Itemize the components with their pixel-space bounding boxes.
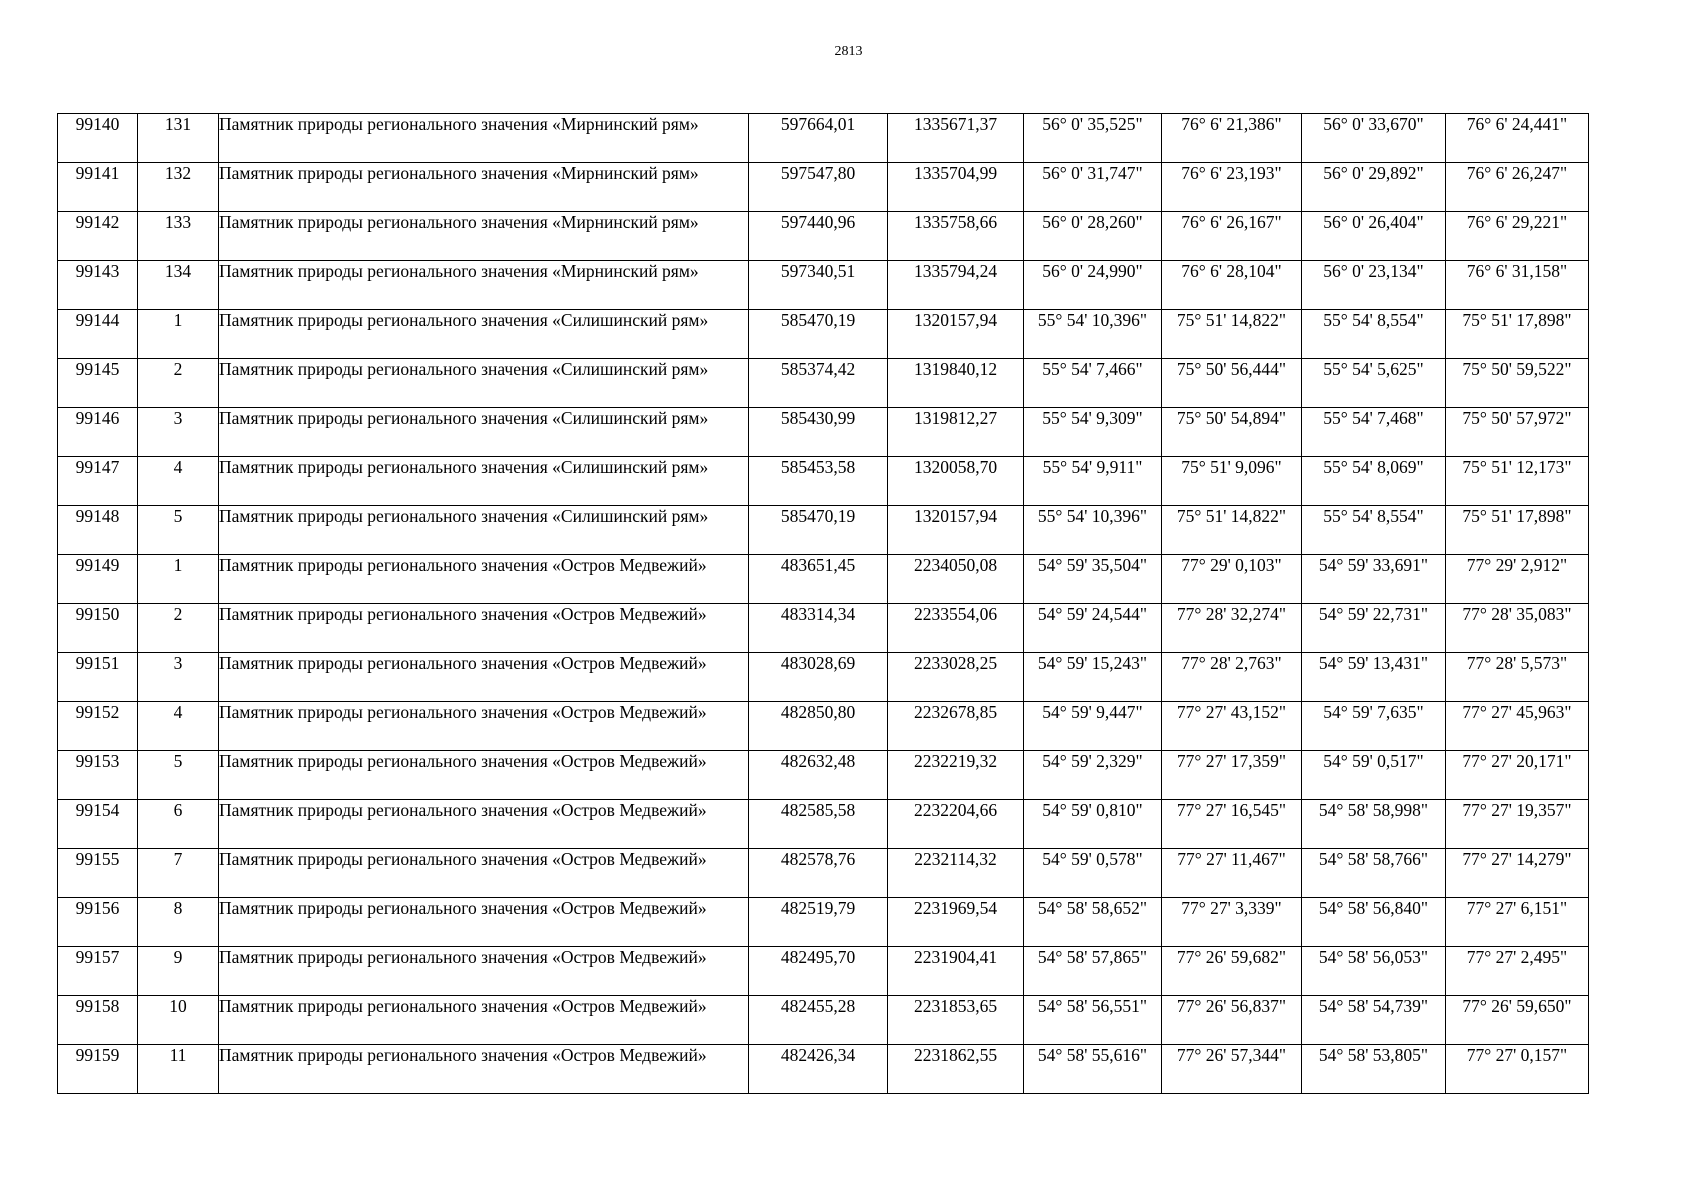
coord-y-cell: 1320157,94 xyxy=(888,310,1024,359)
point-number-cell: 5 xyxy=(138,506,219,555)
row-id-cell: 99156 xyxy=(58,898,138,947)
latitude-2-cell: 54° 58' 58,766" xyxy=(1302,849,1446,898)
point-number-cell: 8 xyxy=(138,898,219,947)
longitude-2-cell: 76° 6' 29,221" xyxy=(1446,212,1589,261)
coord-y-cell: 1320157,94 xyxy=(888,506,1024,555)
longitude-1-cell: 76° 6' 26,167" xyxy=(1162,212,1302,261)
table-row xyxy=(58,555,1589,604)
longitude-2-cell: 77° 27' 0,157" xyxy=(1446,1045,1589,1094)
coord-x-cell: 483651,45 xyxy=(749,555,888,604)
coord-y-cell: 2233028,25 xyxy=(888,653,1024,702)
latitude-2-cell: 55° 54' 8,554" xyxy=(1302,310,1446,359)
latitude-1-cell: 54° 59' 0,810" xyxy=(1024,800,1162,849)
coord-x-cell: 482426,34 xyxy=(749,1045,888,1094)
latitude-2-cell: 54° 59' 22,731" xyxy=(1302,604,1446,653)
longitude-2-cell: 77° 27' 14,279" xyxy=(1446,849,1589,898)
latitude-2-cell: 54° 59' 7,635" xyxy=(1302,702,1446,751)
longitude-2-cell: 76° 6' 24,441" xyxy=(1446,114,1589,163)
latitude-1-cell: 55° 54' 9,911" xyxy=(1024,457,1162,506)
coord-y-cell: 2231969,54 xyxy=(888,898,1024,947)
point-number-cell: 11 xyxy=(138,1045,219,1094)
object-name-cell: Памятник природы регионального значения «Силишинский рям» xyxy=(219,359,749,408)
longitude-2-cell: 77° 26' 59,650" xyxy=(1446,996,1589,1045)
table-row xyxy=(58,261,1589,310)
object-name-cell: Памятник природы регионального значения «Остров Медвежий» xyxy=(219,702,749,751)
coord-x-cell: 482585,58 xyxy=(749,800,888,849)
point-number-cell: 4 xyxy=(138,457,219,506)
latitude-2-cell: 54° 58' 56,053" xyxy=(1302,947,1446,996)
row-id-cell: 99158 xyxy=(58,996,138,1045)
longitude-1-cell: 77° 28' 32,274" xyxy=(1162,604,1302,653)
object-name-cell: Памятник природы регионального значения «Силишинский рям» xyxy=(219,408,749,457)
latitude-1-cell: 54° 59' 35,504" xyxy=(1024,555,1162,604)
latitude-1-cell: 55° 54' 10,396" xyxy=(1024,506,1162,555)
object-name-cell: Памятник природы регионального значения «Остров Медвежий» xyxy=(219,751,749,800)
object-name-cell: Памятник природы регионального значения «Остров Медвежий» xyxy=(219,1045,749,1094)
latitude-1-cell: 54° 58' 58,652" xyxy=(1024,898,1162,947)
table-row xyxy=(58,800,1589,849)
object-name-cell: Памятник природы регионального значения «Силишинский рям» xyxy=(219,457,749,506)
latitude-2-cell: 54° 59' 33,691" xyxy=(1302,555,1446,604)
latitude-1-cell: 55° 54' 9,309" xyxy=(1024,408,1162,457)
longitude-2-cell: 76° 6' 31,158" xyxy=(1446,261,1589,310)
object-name-cell: Памятник природы регионального значения «Мирнинский рям» xyxy=(219,261,749,310)
table-row xyxy=(58,457,1589,506)
row-id-cell: 99152 xyxy=(58,702,138,751)
table-row xyxy=(58,212,1589,261)
longitude-1-cell: 77° 27' 17,359" xyxy=(1162,751,1302,800)
row-id-cell: 99144 xyxy=(58,310,138,359)
object-name-cell: Памятник природы регионального значения «Остров Медвежий» xyxy=(219,898,749,947)
coord-x-cell: 585470,19 xyxy=(749,310,888,359)
longitude-2-cell: 77° 27' 6,151" xyxy=(1446,898,1589,947)
table-row xyxy=(58,506,1589,555)
row-id-cell: 99151 xyxy=(58,653,138,702)
table-row xyxy=(58,1045,1589,1094)
latitude-2-cell: 54° 59' 13,431" xyxy=(1302,653,1446,702)
coord-x-cell: 483314,34 xyxy=(749,604,888,653)
object-name-cell: Памятник природы регионального значения «Мирнинский рям» xyxy=(219,114,749,163)
coord-x-cell: 482578,76 xyxy=(749,849,888,898)
coord-y-cell: 2231862,55 xyxy=(888,1045,1024,1094)
longitude-1-cell: 77° 26' 56,837" xyxy=(1162,996,1302,1045)
latitude-1-cell: 54° 58' 56,551" xyxy=(1024,996,1162,1045)
latitude-1-cell: 54° 59' 24,544" xyxy=(1024,604,1162,653)
point-number-cell: 3 xyxy=(138,653,219,702)
object-name-cell: Памятник природы регионального значения «Силишинский рям» xyxy=(219,310,749,359)
longitude-1-cell: 77° 26' 57,344" xyxy=(1162,1045,1302,1094)
row-id-cell: 99142 xyxy=(58,212,138,261)
longitude-2-cell: 77° 29' 2,912" xyxy=(1446,555,1589,604)
point-number-cell: 131 xyxy=(138,114,219,163)
coord-y-cell: 1335794,24 xyxy=(888,261,1024,310)
row-id-cell: 99145 xyxy=(58,359,138,408)
object-name-cell: Памятник природы регионального значения «Остров Медвежий» xyxy=(219,996,749,1045)
row-id-cell: 99141 xyxy=(58,163,138,212)
latitude-1-cell: 56° 0' 24,990" xyxy=(1024,261,1162,310)
longitude-1-cell: 75° 51' 14,822" xyxy=(1162,310,1302,359)
object-name-cell: Памятник природы регионального значения «Остров Медвежий» xyxy=(219,947,749,996)
coord-y-cell: 2232204,66 xyxy=(888,800,1024,849)
table-row xyxy=(58,849,1589,898)
longitude-2-cell: 75° 50' 57,972" xyxy=(1446,408,1589,457)
coord-y-cell: 2232678,85 xyxy=(888,702,1024,751)
row-id-cell: 99140 xyxy=(58,114,138,163)
table-row xyxy=(58,310,1589,359)
longitude-1-cell: 77° 27' 43,152" xyxy=(1162,702,1302,751)
latitude-2-cell: 55° 54' 8,554" xyxy=(1302,506,1446,555)
object-name-cell: Памятник природы регионального значения «Мирнинский рям» xyxy=(219,163,749,212)
longitude-2-cell: 76° 6' 26,247" xyxy=(1446,163,1589,212)
latitude-2-cell: 55° 54' 5,625" xyxy=(1302,359,1446,408)
point-number-cell: 134 xyxy=(138,261,219,310)
object-name-cell: Памятник природы регионального значения «Остров Медвежий» xyxy=(219,849,749,898)
coord-x-cell: 482850,80 xyxy=(749,702,888,751)
point-number-cell: 7 xyxy=(138,849,219,898)
point-number-cell: 5 xyxy=(138,751,219,800)
coord-x-cell: 597547,80 xyxy=(749,163,888,212)
longitude-2-cell: 75° 51' 12,173" xyxy=(1446,457,1589,506)
table-body xyxy=(58,114,1589,1094)
point-number-cell: 1 xyxy=(138,310,219,359)
longitude-1-cell: 76° 6' 28,104" xyxy=(1162,261,1302,310)
longitude-1-cell: 75° 50' 54,894" xyxy=(1162,408,1302,457)
longitude-1-cell: 75° 50' 56,444" xyxy=(1162,359,1302,408)
longitude-2-cell: 77° 28' 35,083" xyxy=(1446,604,1589,653)
coord-y-cell: 1335671,37 xyxy=(888,114,1024,163)
coord-x-cell: 482632,48 xyxy=(749,751,888,800)
coord-y-cell: 1319840,12 xyxy=(888,359,1024,408)
coord-x-cell: 585453,58 xyxy=(749,457,888,506)
latitude-1-cell: 54° 59' 15,243" xyxy=(1024,653,1162,702)
latitude-2-cell: 54° 58' 58,998" xyxy=(1302,800,1446,849)
table-row xyxy=(58,163,1589,212)
coord-y-cell: 2232114,32 xyxy=(888,849,1024,898)
coord-y-cell: 2234050,08 xyxy=(888,555,1024,604)
row-id-cell: 99147 xyxy=(58,457,138,506)
latitude-2-cell: 54° 58' 56,840" xyxy=(1302,898,1446,947)
table-row xyxy=(58,604,1589,653)
page-number: 2813 xyxy=(834,44,863,59)
coord-y-cell: 2233554,06 xyxy=(888,604,1024,653)
coord-x-cell: 585430,99 xyxy=(749,408,888,457)
row-id-cell: 99143 xyxy=(58,261,138,310)
longitude-1-cell: 77° 26' 59,682" xyxy=(1162,947,1302,996)
object-name-cell: Памятник природы регионального значения «Остров Медвежий» xyxy=(219,555,749,604)
object-name-cell: Памятник природы регионального значения «Остров Медвежий» xyxy=(219,800,749,849)
table-row xyxy=(58,898,1589,947)
point-number-cell: 132 xyxy=(138,163,219,212)
latitude-1-cell: 54° 59' 9,447" xyxy=(1024,702,1162,751)
object-name-cell: Памятник природы регионального значения «Остров Медвежий» xyxy=(219,653,749,702)
latitude-2-cell: 54° 58' 54,739" xyxy=(1302,996,1446,1045)
coord-y-cell: 1320058,70 xyxy=(888,457,1024,506)
longitude-1-cell: 75° 51' 9,096" xyxy=(1162,457,1302,506)
latitude-1-cell: 54° 59' 0,578" xyxy=(1024,849,1162,898)
longitude-2-cell: 77° 27' 45,963" xyxy=(1446,702,1589,751)
table-row xyxy=(58,947,1589,996)
row-id-cell: 99159 xyxy=(58,1045,138,1094)
latitude-1-cell: 56° 0' 31,747" xyxy=(1024,163,1162,212)
coord-x-cell: 597440,96 xyxy=(749,212,888,261)
latitude-2-cell: 55° 54' 7,468" xyxy=(1302,408,1446,457)
point-number-cell: 9 xyxy=(138,947,219,996)
latitude-1-cell: 54° 58' 57,865" xyxy=(1024,947,1162,996)
point-number-cell: 6 xyxy=(138,800,219,849)
longitude-1-cell: 77° 28' 2,763" xyxy=(1162,653,1302,702)
object-name-cell: Памятник природы регионального значения «Остров Медвежий» xyxy=(219,604,749,653)
latitude-2-cell: 56° 0' 23,134" xyxy=(1302,261,1446,310)
table-row xyxy=(58,996,1589,1045)
table-row xyxy=(58,751,1589,800)
latitude-1-cell: 55° 54' 10,396" xyxy=(1024,310,1162,359)
row-id-cell: 99154 xyxy=(58,800,138,849)
coord-x-cell: 483028,69 xyxy=(749,653,888,702)
coord-y-cell: 2231853,65 xyxy=(888,996,1024,1045)
table-row xyxy=(58,653,1589,702)
coord-y-cell: 1319812,27 xyxy=(888,408,1024,457)
object-name-cell: Памятник природы регионального значения «Силишинский рям» xyxy=(219,506,749,555)
point-number-cell: 133 xyxy=(138,212,219,261)
longitude-2-cell: 75° 51' 17,898" xyxy=(1446,506,1589,555)
latitude-1-cell: 54° 58' 55,616" xyxy=(1024,1045,1162,1094)
latitude-2-cell: 56° 0' 26,404" xyxy=(1302,212,1446,261)
row-id-cell: 99155 xyxy=(58,849,138,898)
longitude-1-cell: 77° 27' 3,339" xyxy=(1162,898,1302,947)
coord-x-cell: 482455,28 xyxy=(749,996,888,1045)
point-number-cell: 1 xyxy=(138,555,219,604)
point-number-cell: 4 xyxy=(138,702,219,751)
longitude-2-cell: 77° 27' 2,495" xyxy=(1446,947,1589,996)
coord-y-cell: 1335704,99 xyxy=(888,163,1024,212)
point-number-cell: 10 xyxy=(138,996,219,1045)
latitude-2-cell: 55° 54' 8,069" xyxy=(1302,457,1446,506)
longitude-1-cell: 77° 29' 0,103" xyxy=(1162,555,1302,604)
latitude-1-cell: 55° 54' 7,466" xyxy=(1024,359,1162,408)
latitude-2-cell: 56° 0' 33,670" xyxy=(1302,114,1446,163)
row-id-cell: 99148 xyxy=(58,506,138,555)
coord-x-cell: 482519,79 xyxy=(749,898,888,947)
table-row xyxy=(58,702,1589,751)
table-row xyxy=(58,114,1589,163)
latitude-1-cell: 54° 59' 2,329" xyxy=(1024,751,1162,800)
object-name-cell: Памятник природы регионального значения «Мирнинский рям» xyxy=(219,212,749,261)
table-row xyxy=(58,408,1589,457)
point-number-cell: 2 xyxy=(138,359,219,408)
row-id-cell: 99150 xyxy=(58,604,138,653)
coordinates-table xyxy=(57,113,1589,1094)
row-id-cell: 99149 xyxy=(58,555,138,604)
table-row xyxy=(58,359,1589,408)
point-number-cell: 2 xyxy=(138,604,219,653)
longitude-2-cell: 75° 51' 17,898" xyxy=(1446,310,1589,359)
longitude-1-cell: 75° 51' 14,822" xyxy=(1162,506,1302,555)
coord-y-cell: 1335758,66 xyxy=(888,212,1024,261)
coord-y-cell: 2231904,41 xyxy=(888,947,1024,996)
longitude-1-cell: 77° 27' 16,545" xyxy=(1162,800,1302,849)
longitude-1-cell: 77° 27' 11,467" xyxy=(1162,849,1302,898)
coord-y-cell: 2232219,32 xyxy=(888,751,1024,800)
point-number-cell: 3 xyxy=(138,408,219,457)
latitude-2-cell: 54° 59' 0,517" xyxy=(1302,751,1446,800)
coord-x-cell: 597664,01 xyxy=(749,114,888,163)
latitude-1-cell: 56° 0' 35,525" xyxy=(1024,114,1162,163)
row-id-cell: 99157 xyxy=(58,947,138,996)
coord-x-cell: 585470,19 xyxy=(749,506,888,555)
longitude-1-cell: 76° 6' 23,193" xyxy=(1162,163,1302,212)
coord-x-cell: 482495,70 xyxy=(749,947,888,996)
row-id-cell: 99153 xyxy=(58,751,138,800)
longitude-2-cell: 75° 50' 59,522" xyxy=(1446,359,1589,408)
longitude-1-cell: 76° 6' 21,386" xyxy=(1162,114,1302,163)
latitude-2-cell: 56° 0' 29,892" xyxy=(1302,163,1446,212)
latitude-1-cell: 56° 0' 28,260" xyxy=(1024,212,1162,261)
coord-x-cell: 597340,51 xyxy=(749,261,888,310)
longitude-2-cell: 77° 28' 5,573" xyxy=(1446,653,1589,702)
coord-x-cell: 585374,42 xyxy=(749,359,888,408)
row-id-cell: 99146 xyxy=(58,408,138,457)
latitude-2-cell: 54° 58' 53,805" xyxy=(1302,1045,1446,1094)
longitude-2-cell: 77° 27' 19,357" xyxy=(1446,800,1589,849)
longitude-2-cell: 77° 27' 20,171" xyxy=(1446,751,1589,800)
